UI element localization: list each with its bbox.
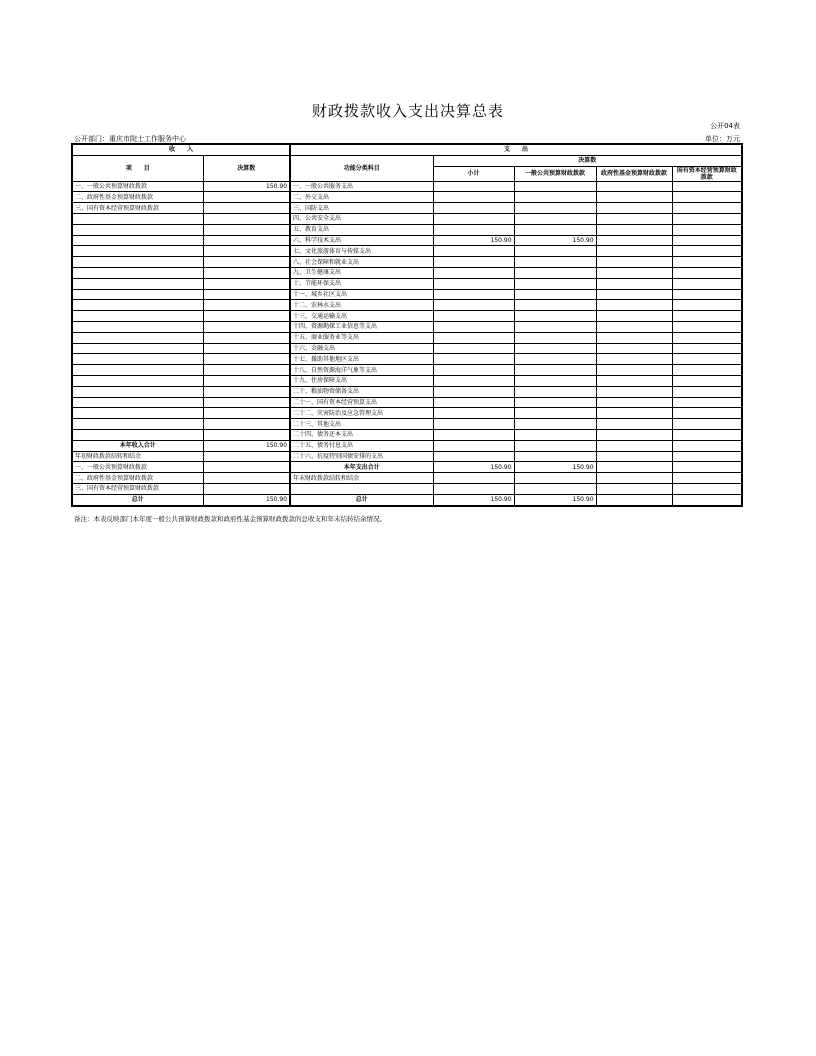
gov-fund-cell [596,386,672,397]
general-budget-cell [514,278,596,289]
income-item-cell [72,224,203,235]
expense-item-cell: 年末财政拨款结转和结余 [290,473,433,484]
income-amount-cell [203,192,290,203]
general-budget-cell [514,289,596,300]
unit-label: 单位：万元 [705,135,740,143]
subtotal-cell [433,365,514,376]
gov-fund-cell [596,343,672,354]
income-item-cell [72,278,203,289]
expense-item-cell: 十三、交通运输支出 [290,311,433,322]
subtotal-cell [433,343,514,354]
subtotal-cell [433,386,514,397]
state-capital-cell [672,494,742,505]
gov-fund-cell [596,235,672,246]
general-budget-cell [514,246,596,257]
expense-item-cell: 九、卫生健康支出 [290,267,433,278]
state-capital-cell [672,257,742,268]
income-amount-cell [203,311,290,322]
general-budget-cell [514,354,596,365]
subtotal-cell [433,203,514,214]
subtotal-cell [433,419,514,430]
table-row [72,429,742,440]
gov-fund-cell [596,224,672,235]
income-amount-cell [203,213,290,224]
expense-item-cell: 六、科学技术支出 [290,235,433,246]
gov-fund-cell [596,419,672,430]
gov-fund-cell [596,365,672,376]
expense-item-cell: 十、节能环保支出 [290,278,433,289]
expense-item-cell: 二十四、债务还本支出 [290,429,433,440]
income-amount-cell [203,473,290,484]
form-number: 公开04表 [710,122,740,130]
table-row [72,332,742,343]
table-row [72,494,742,505]
general-budget-header: 一般公共预算财政拨款 [514,166,596,181]
gov-fund-cell [596,408,672,419]
expense-item-cell: 八、社会保障和就业支出 [290,257,433,268]
table-row [72,419,742,430]
income-amount-cell [203,203,290,214]
state-capital-cell [672,397,742,408]
subtotal-cell [433,278,514,289]
income-amount-cell [203,235,290,246]
subtotal-cell [433,311,514,322]
table-row [72,365,742,376]
table-row [72,473,742,484]
gov-fund-cell [596,321,672,332]
expense-item-cell: 十一、城乡社区支出 [290,289,433,300]
state-capital-cell [672,213,742,224]
income-amount-cell [203,224,290,235]
income-item-cell [72,321,203,332]
gov-fund-cell [596,440,672,451]
general-budget-cell [514,429,596,440]
general-budget-cell [514,213,596,224]
income-amount-cell [203,332,290,343]
income-amount-cell [203,386,290,397]
subtotal-cell [433,300,514,311]
subtotal-cell: 150.90 [433,462,514,473]
state-capital-cell [672,375,742,386]
state-capital-cell [672,365,742,376]
general-budget-cell [514,419,596,430]
table-row [72,321,742,332]
general-budget-cell [514,440,596,451]
income-item-cell [72,354,203,365]
income-item-cell [72,235,203,246]
income-item-cell: 二、政府性基金预算财政拨款 [72,473,203,484]
table-row [72,408,742,419]
gov-fund-cell [596,451,672,462]
state-capital-cell [672,246,742,257]
state-capital-cell [672,181,742,192]
subtotal-cell: 150.90 [433,235,514,246]
final-amount-header: 决算数 [433,155,742,166]
income-item-cell [72,343,203,354]
subtotal-cell [433,224,514,235]
income-item-cell: 三、国有资本经营预算财政拨款 [72,203,203,214]
gov-fund-cell [596,203,672,214]
general-budget-cell [514,386,596,397]
expense-item-cell: 十八、自然资源海洋气象等支出 [290,365,433,376]
income-amount-cell [203,289,290,300]
income-amount-cell [203,365,290,376]
gov-fund-cell [596,332,672,343]
gov-fund-cell [596,483,672,494]
income-item-cell [72,246,203,257]
income-amount-cell: 150.90 [203,494,290,505]
gov-fund-cell [596,397,672,408]
subtotal-cell [433,429,514,440]
state-capital-cell [672,300,742,311]
income-item-cell [72,267,203,278]
table-row [72,267,742,278]
expense-item-cell: 二十、粮油物资储备支出 [290,386,433,397]
subtotal-cell [433,289,514,300]
income-item-cell: 总计 [72,494,203,505]
income-item-cell [72,408,203,419]
expense-item-cell: 十二、农林水支出 [290,300,433,311]
expense-item-cell: 二十三、其他支出 [290,419,433,430]
income-item-cell [72,257,203,268]
table-row [72,289,742,300]
income-item-cell [72,289,203,300]
income-amount-cell [203,408,290,419]
expense-item-cell: 二十二、灾害防治及应急管理支出 [290,408,433,419]
subtotal-cell: 150.90 [433,494,514,505]
state-capital-cell [672,235,742,246]
table-row [72,440,742,451]
state-capital-cell [672,289,742,300]
subtotal-cell [433,408,514,419]
subtotal-cell [433,321,514,332]
state-capital-cell [672,192,742,203]
table-row [72,192,742,203]
general-budget-cell [514,473,596,484]
state-capital-cell [672,451,742,462]
general-budget-cell [514,483,596,494]
state-capital-cell [672,354,742,365]
state-capital-cell [672,203,742,214]
subtotal-cell [433,267,514,278]
income-item-cell [72,397,203,408]
table-row [72,311,742,322]
subtotal-cell [433,181,514,192]
income-amount-header: 决算数 [203,155,290,181]
income-item-cell [72,213,203,224]
gov-fund-cell [596,462,672,473]
state-capital-cell [672,473,742,484]
income-amount-cell [203,257,290,268]
subtotal-cell [433,192,514,203]
income-amount-cell [203,429,290,440]
general-budget-cell: 150.90 [514,235,596,246]
table-row [72,300,742,311]
state-capital-cell [672,408,742,419]
income-amount-cell [203,278,290,289]
table-row [72,246,742,257]
general-budget-cell [514,192,596,203]
gov-fund-cell [596,311,672,322]
subtotal-cell [433,375,514,386]
table-row [72,375,742,386]
subtotal-cell [433,257,514,268]
expense-item-cell: 二、外交支出 [290,192,433,203]
income-amount-cell [203,462,290,473]
table-row [72,203,742,214]
income-item-cell [72,365,203,376]
income-item-cell [72,386,203,397]
general-budget-cell [514,408,596,419]
item-header: 项 目 [72,155,203,181]
fiscal-summary-table [71,143,743,507]
expense-item-cell: 十四、资源勘探工业信息等支出 [290,321,433,332]
gov-fund-header: 政府性基金预算财政拨款 [596,166,672,181]
gov-fund-cell [596,429,672,440]
department-name: 公开部门：重庆市院士工作服务中心 [74,135,186,143]
footnote: 备注：本表反映部门本年度一般公共预算财政拨款和政府性基金预算财政拨款的总收支和年末结转结余情况。 [74,515,386,523]
state-capital-cell [672,462,742,473]
state-capital-cell [672,429,742,440]
general-budget-cell [514,365,596,376]
state-capital-cell [672,386,742,397]
income-amount-cell [203,267,290,278]
income-item-cell: 年初财政拨款结转和结余 [72,451,203,462]
subtotal-header: 小计 [433,166,514,181]
general-budget-cell [514,267,596,278]
table-row [72,213,742,224]
general-budget-cell [514,451,596,462]
income-amount-cell [203,321,290,332]
income-item-cell [72,429,203,440]
gov-fund-cell [596,213,672,224]
general-budget-cell [514,343,596,354]
expense-item-cell: 十九、住房保障支出 [290,375,433,386]
income-item-cell [72,375,203,386]
expense-item-cell: 总计 [290,494,433,505]
page-title: 财政拨款收入支出决算总表 [311,102,504,120]
gov-fund-cell [596,473,672,484]
gov-fund-cell [596,246,672,257]
state-capital-cell [672,419,742,430]
table-row [72,278,742,289]
table-row [72,343,742,354]
subtotal-cell [433,440,514,451]
gov-fund-cell [596,267,672,278]
state-capital-cell [672,267,742,278]
table-row [72,224,742,235]
state-capital-cell [672,224,742,235]
income-item-cell [72,300,203,311]
general-budget-cell [514,321,596,332]
subtotal-cell [433,332,514,343]
general-budget-cell [514,397,596,408]
income-amount-cell [203,451,290,462]
subtotal-cell [433,246,514,257]
table-row [72,354,742,365]
subtotal-cell [433,213,514,224]
state-capital-cell [672,440,742,451]
income-amount-cell [203,300,290,311]
general-budget-cell [514,203,596,214]
subtotal-cell [433,473,514,484]
income-amount-cell [203,246,290,257]
gov-fund-cell [596,354,672,365]
gov-fund-cell [596,289,672,300]
expense-item-cell: 十五、商业服务业等支出 [290,332,433,343]
state-capital-cell [672,483,742,494]
income-item-cell: 一、一般公共预算财政拨款 [72,462,203,473]
expense-item-cell: 三、国防支出 [290,203,433,214]
state-capital-cell [672,332,742,343]
income-item-cell [72,332,203,343]
general-budget-cell [514,375,596,386]
gov-fund-cell [596,192,672,203]
gov-fund-cell [596,257,672,268]
gov-fund-cell [596,494,672,505]
general-budget-cell [514,332,596,343]
income-amount-cell: 150.90 [203,440,290,451]
gov-fund-cell [596,300,672,311]
expense-item-cell: 二十五、债务付息支出 [290,440,433,451]
income-amount-cell: 150.90 [203,181,290,192]
income-header: 收 入 [72,144,290,155]
expense-item-cell: 十七、援助其他地区支出 [290,354,433,365]
subtotal-cell [433,451,514,462]
income-item-cell [72,419,203,430]
income-item-cell: 三、国有资本经营预算财政拨款 [72,483,203,494]
income-amount-cell [203,343,290,354]
table-row [72,462,742,473]
income-amount-cell [203,375,290,386]
state-capital-cell [672,311,742,322]
table-row [72,483,742,494]
subtotal-cell [433,354,514,365]
gov-fund-cell [596,181,672,192]
expense-item-cell: 七、文化旅游体育与传媒支出 [290,246,433,257]
general-budget-cell: 150.90 [514,462,596,473]
state-capital-header: 国有资本经营预算财政拨款 [672,166,742,181]
table-row [72,386,742,397]
income-item-cell: 一、一般公共预算财政拨款 [72,181,203,192]
state-capital-cell [672,343,742,354]
income-item-cell: 本年收入合计 [72,440,203,451]
table-row [72,451,742,462]
general-budget-cell [514,257,596,268]
expense-item-cell: 十六、金融支出 [290,343,433,354]
expense-item-cell [290,483,433,494]
general-budget-cell [514,181,596,192]
function-category-header: 功能分类科目 [290,155,433,181]
income-amount-cell [203,483,290,494]
general-budget-cell: 150.90 [514,494,596,505]
subtotal-cell [433,483,514,494]
income-amount-cell [203,419,290,430]
state-capital-cell [672,321,742,332]
expense-item-cell: 一、一般公共服务支出 [290,181,433,192]
income-amount-cell [203,397,290,408]
expense-item-cell: 本年支出合计 [290,462,433,473]
gov-fund-cell [596,375,672,386]
expense-item-cell: 五、教育支出 [290,224,433,235]
expense-item-cell: 二十六、抗疫特别国债安排的支出 [290,451,433,462]
expense-item-cell: 二十一、国有资本经营预算支出 [290,397,433,408]
general-budget-cell [514,300,596,311]
income-item-cell: 二、政府性基金预算财政拨款 [72,192,203,203]
state-capital-cell [672,278,742,289]
table-row [72,257,742,268]
table-row [72,235,742,246]
expense-header: 支 出 [290,144,742,155]
general-budget-cell [514,224,596,235]
table-row [72,397,742,408]
income-amount-cell [203,354,290,365]
gov-fund-cell [596,278,672,289]
income-item-cell [72,311,203,322]
general-budget-cell [514,311,596,322]
expense-item-cell: 四、公共安全支出 [290,213,433,224]
table-row [72,181,742,192]
subtotal-cell [433,397,514,408]
